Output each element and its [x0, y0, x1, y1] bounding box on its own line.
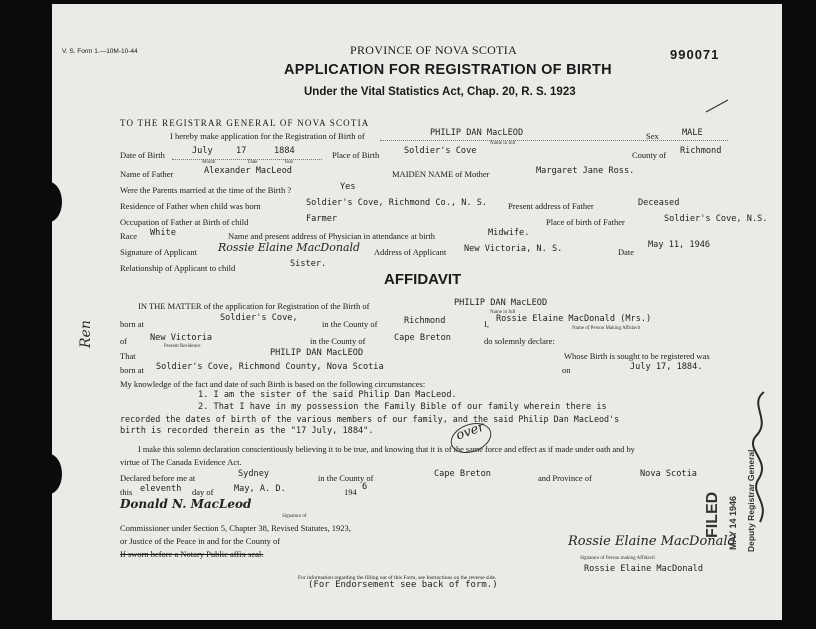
caption-deponent-signature: Signature of Person making Affidavit: [580, 556, 655, 561]
label-sex: Sex: [646, 131, 659, 141]
caption-month: Month: [202, 160, 216, 165]
label-married: Were the Parents married at the time of the Birth ?: [120, 185, 292, 195]
aff-declared: Declared before me at: [120, 473, 196, 483]
aff-declare: do solemnly declare:: [484, 336, 555, 346]
physician-value: Midwife.: [488, 228, 530, 238]
aff-born-place2: Soldier's Cove, Richmond County, Nova Scotia: [156, 362, 384, 372]
relationship-value: Sister.: [290, 259, 327, 269]
aff-circumstance-4: birth is recorded therein as the "17 July, 1884".: [120, 426, 374, 436]
form-id: V. S. Form 1.—10M-10-44: [62, 48, 138, 55]
over-note: over: [454, 419, 487, 444]
label-father-birthplace: Place of birth of Father: [546, 217, 625, 227]
aff-matter-name: PHILIP DAN MacLEOD: [454, 298, 548, 308]
aff-deponent-caption: Name of Person Making Affidavit: [572, 326, 641, 331]
aff-that-name: PHILIP DAN MacLEOD: [270, 348, 364, 358]
aff-knowledge: My knowledge of the fact and date of such Birth is based on the following circumstances:: [120, 379, 426, 389]
aff-solemn-1: I make this solemn declaration conscientiously believing it to be true, and knowing that it is of the same force and effect as if made under oath and by: [138, 445, 635, 454]
aff-i: I,: [484, 319, 489, 329]
applicant-signature: Rossie Elaine MacDonald: [218, 241, 361, 254]
aff-on: on: [562, 365, 571, 375]
address-value: New Victoria, N. S.: [464, 244, 563, 254]
deponent-signature: Rossie Elaine MacDonald: [568, 534, 736, 549]
birth-year: 1884: [274, 146, 295, 156]
form-subtitle: Under the Vital Statistics Act, Chap. 20, R. S. 1923: [304, 86, 576, 98]
caption-date: Date: [248, 160, 258, 165]
aff-matter: IN THE MATTER of the application for Registration of the Birth of: [138, 301, 370, 311]
aff-born-place: Soldier's Cove,: [220, 313, 298, 323]
aff-year-prefix: 194: [344, 487, 357, 497]
aff-deponent: Rossie Elaine MacDonald (Mrs.): [496, 314, 652, 324]
birth-place: Soldier's Cove: [404, 146, 477, 156]
birth-month: July: [192, 146, 213, 156]
aff-in-county2: in the County of: [310, 336, 366, 346]
commissioner-signature: Donald N. MacLeod: [120, 497, 252, 511]
registration-number: 990071: [670, 47, 720, 62]
label-father: Name of Father: [120, 169, 174, 179]
form-title: APPLICATION FOR REGISTRATION OF BIRTH: [284, 62, 612, 78]
margin-note: Ren: [78, 320, 94, 348]
county-value: Richmond: [680, 146, 722, 156]
aff-month: May, A. D.: [234, 484, 286, 494]
aff-day-of: day of: [192, 487, 214, 497]
label-apply: I hereby make application for the Registration of Birth of: [170, 131, 365, 141]
aff-county: Richmond: [404, 316, 446, 326]
caption-name-in-full: Name in full: [490, 141, 516, 146]
aff-notary: If sworn before a Notary Public affix seal.: [120, 549, 264, 559]
form-instructions: For information regarding the filling out of this Form, see Instructions on the reverse side.: [298, 575, 497, 581]
label-address: Address of Applicant: [374, 247, 447, 257]
aff-province-of: and Province of: [538, 473, 592, 483]
aff-province: Nova Scotia: [640, 469, 697, 479]
mother-name: Margaret Jane Ross.: [536, 166, 635, 176]
father-name: Alexander MacLeod: [204, 166, 292, 176]
aff-of: of: [120, 336, 128, 346]
aff-year-suffix: 6: [362, 482, 368, 492]
aff-day: eleventh: [140, 484, 182, 494]
label-race: Race: [120, 231, 137, 241]
aff-in-county3: in the County of: [318, 473, 374, 483]
label-county: County of: [632, 150, 667, 160]
aff-residence-caption: Present Residence: [164, 344, 201, 349]
child-name: PHILIP DAN MacLEOD: [430, 128, 524, 138]
occupation-value: Farmer: [306, 214, 338, 224]
to-registrar: TO THE REGISTRAR GENERAL OF NOVA SCOTIA: [120, 118, 370, 128]
aff-circumstance-3: recorded the dates of birth of the various members of our family, and the said Philip Dan MacLeod's: [120, 414, 620, 424]
label-mother: MAIDEN NAME of Mother: [392, 169, 490, 179]
province-heading: PROVINCE OF NOVA SCOTIA: [350, 43, 518, 57]
punch-hole-bottom: [52, 454, 62, 494]
aff-residence: New Victoria: [150, 333, 213, 343]
label-physician: Name and present address of Physician in attendance at birth: [228, 231, 436, 241]
label-place: Place of Birth: [332, 150, 380, 160]
race-value: White: [150, 228, 176, 238]
sex-value: MALE: [682, 128, 703, 138]
label-present-address: Present address of Father: [508, 201, 594, 211]
punch-hole-top: [52, 182, 62, 222]
father-birthplace-value: Soldier's Cove, N.S.: [664, 214, 768, 224]
label-signature: Signature of Applicant: [120, 247, 197, 257]
aff-county3: Cape Breton: [434, 469, 491, 479]
aff-circumstance-1: 1. I am the sister of the said Philip Dan MacLeod.: [198, 390, 457, 400]
deponent-typed-name: Rossie Elaine MacDonald: [584, 564, 703, 574]
registrar-initials-mark: [742, 384, 778, 534]
aff-born-at2: born at: [120, 365, 144, 375]
registrar-stamp: Deputy Registrar General: [746, 449, 756, 552]
aff-declared-place: Sydney: [238, 469, 270, 479]
aff-commissioner: Commissioner under Section 5, Chapter 38, Revised Statutes, 1923,: [120, 523, 351, 533]
married-value: Yes: [340, 182, 356, 192]
filed-date: MAY 14 1946: [728, 495, 738, 550]
endorsement-note: (For Endorsement see back of form.): [308, 580, 498, 590]
label-occupation: Occupation of Father at Birth of child: [120, 217, 249, 227]
affidavit-heading: AFFIDAVIT: [384, 271, 462, 288]
aff-on-date: July 17, 1884.: [630, 362, 703, 372]
aff-that: That: [120, 351, 136, 361]
date-value: May 11, 1946: [648, 240, 711, 250]
aff-born-at: born at: [120, 319, 144, 329]
aff-solemn-2: virtue of The Canada Evidence Act.: [120, 457, 242, 467]
caption-year: Year: [284, 160, 294, 165]
birth-day: 17: [236, 146, 247, 156]
aff-whose-birth: Whose Birth is sought to be registered was: [564, 351, 710, 361]
check-mark: [702, 96, 732, 116]
residence-value: Soldier's Cove, Richmond Co., N. S.: [306, 198, 488, 208]
caption-signature-of: Signature of: [282, 514, 307, 519]
present-address-value: Deceased: [638, 198, 680, 208]
birth-registration-form: [52, 4, 782, 620]
aff-county2: Cape Breton: [394, 333, 451, 343]
label-dob: Date of Birth: [120, 150, 165, 160]
aff-caption-name: Name in full: [490, 310, 516, 315]
label-relationship: Relationship of Applicant to child: [120, 263, 236, 273]
label-residence: Residence of Father when child was born: [120, 201, 261, 211]
label-date: Date: [618, 247, 635, 257]
aff-this: this: [120, 487, 133, 497]
filed-stamp: FILED: [704, 491, 721, 538]
aff-justice: or Justice of the Peace in and for the County of: [120, 536, 281, 546]
aff-circumstance-2: 2. That I have in my possession the Family Bible of our family wherein there is: [198, 402, 607, 412]
aff-in-county: in the County of: [322, 319, 378, 329]
